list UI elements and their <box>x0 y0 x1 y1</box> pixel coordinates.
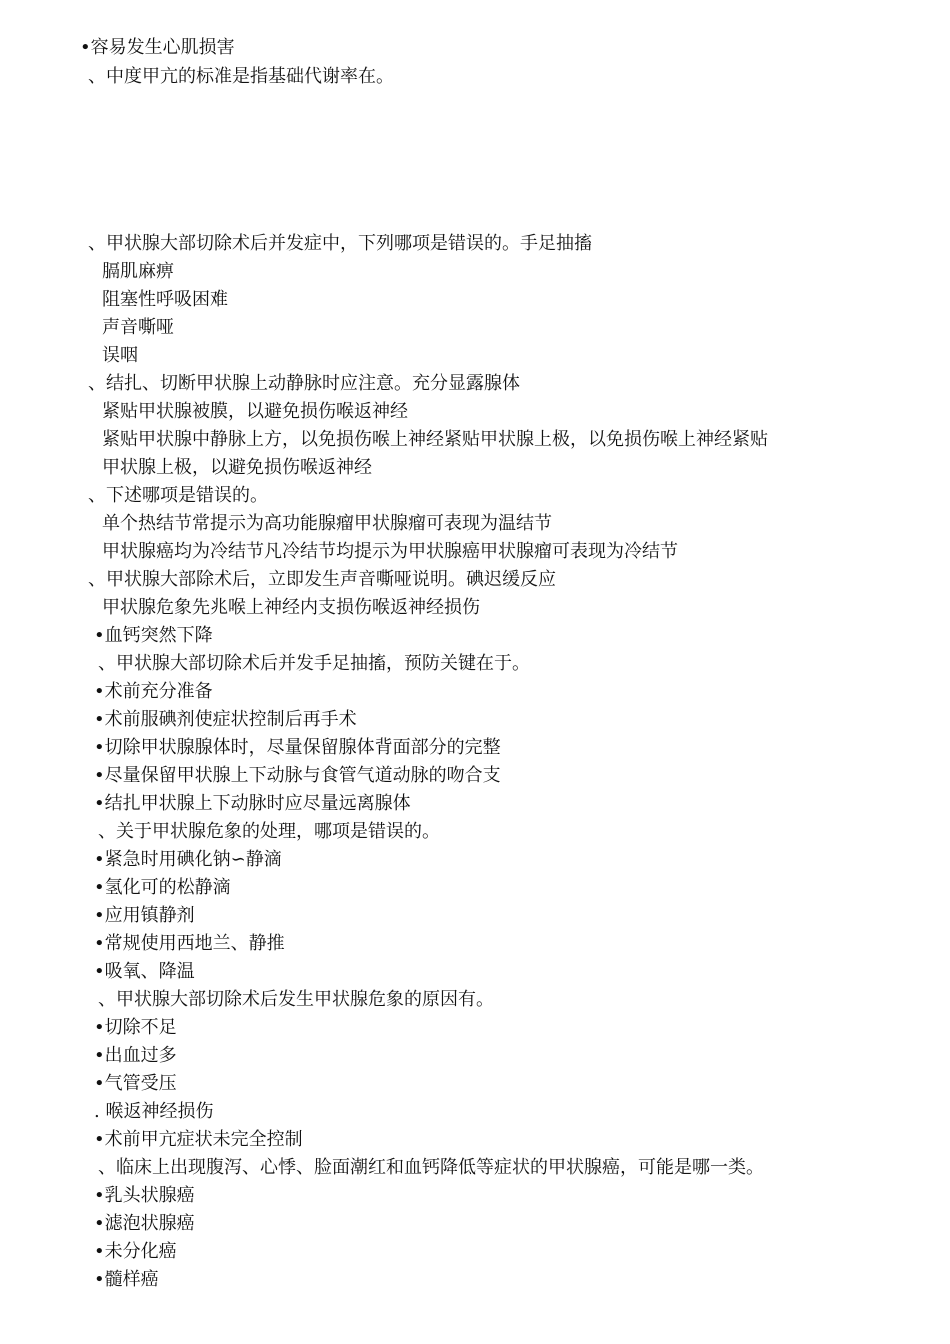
question-line: 、关于甲状腺危象的处理，哪项是错误的。 <box>98 821 440 842</box>
option-line: •切除甲状腺腺体时，尽量保留腺体背面部分的完整 <box>94 737 501 758</box>
option-line: 甲状腺危象先兆喉上神经内支损伤喉返神经损伤 <box>102 597 480 618</box>
option-line: •血钙突然下降 <box>94 625 213 646</box>
option-line: •常规使用西地兰、静推 <box>94 933 285 954</box>
question-line: 、下述哪项是错误的。 <box>88 485 268 506</box>
option-line: •尽量保留甲状腺上下动脉与食管气道动脉的吻合支 <box>94 765 501 786</box>
question-line: 、结扎、切断甲状腺上动静脉时应注意。充分显露腺体 <box>88 373 520 394</box>
option-line: . 喉返神经损伤 <box>94 1101 214 1122</box>
option-line: •术前服碘剂使症状控制后再手术 <box>94 709 357 730</box>
option-line: •气管受压 <box>94 1073 177 1094</box>
option-line: •应用镇静剂 <box>94 905 195 926</box>
option-line: •未分化癌 <box>94 1241 177 1262</box>
option-line: 单个热结节常提示为高功能腺瘤甲状腺瘤可表现为温结节 <box>102 513 552 534</box>
option-line: •乳头状腺癌 <box>94 1185 195 1206</box>
option-line: 阻塞性呼吸困难 <box>102 289 228 310</box>
option-line: 紧贴甲状腺中静脉上方，以免损伤喉上神经紧贴甲状腺上极，以免损伤喉上神经紧贴 <box>102 429 768 450</box>
question-line: 、甲状腺大部切除术后并发手足抽搐，预防关键在于。 <box>98 653 530 674</box>
option-line: •滤泡状腺癌 <box>94 1213 195 1234</box>
option-line: •切除不足 <box>94 1017 177 1038</box>
option-line: 膈肌麻痹 <box>102 261 174 282</box>
option-line: •出血过多 <box>94 1045 177 1066</box>
text-line: •容易发生心肌损害 <box>80 37 235 58</box>
option-line: •吸氧、降温 <box>94 961 195 982</box>
question-line: 、甲状腺大部除术后，立即发生声音嘶哑说明。碘迟缓反应 <box>88 569 556 590</box>
option-line: 甲状腺上极，以避免损伤喉返神经 <box>102 457 372 478</box>
option-line: •术前甲亢症状未完全控制 <box>94 1129 303 1150</box>
option-line: •紧急时用碘化钠∽静滴 <box>94 849 282 870</box>
question-line: 、临床上出现腹泻、心悸、脸面潮红和血钙降低等症状的甲状腺癌，可能是哪一类。 <box>98 1157 764 1178</box>
option-line: •结扎甲状腺上下动脉时应尽量远离腺体 <box>94 793 411 814</box>
option-line: 紧贴甲状腺被膜，以避免损伤喉返神经 <box>102 401 408 422</box>
question-line: 、中度甲亢的标准是指基础代谢率在。 <box>88 66 394 87</box>
option-line: •髓样癌 <box>94 1269 159 1290</box>
question-line: 、甲状腺大部切除术后并发症中，下列哪项是错误的。手足抽搐 <box>88 233 592 254</box>
option-line: 声音嘶哑 <box>102 317 174 338</box>
option-line: 误咽 <box>102 345 138 366</box>
question-line: 、甲状腺大部切除术后发生甲状腺危象的原因有。 <box>98 989 494 1010</box>
option-line: •氢化可的松静滴 <box>94 877 231 898</box>
option-line: 甲状腺癌均为冷结节凡冷结节均提示为甲状腺癌甲状腺瘤可表现为冷结节 <box>102 541 678 562</box>
option-line: •术前充分准备 <box>94 681 213 702</box>
